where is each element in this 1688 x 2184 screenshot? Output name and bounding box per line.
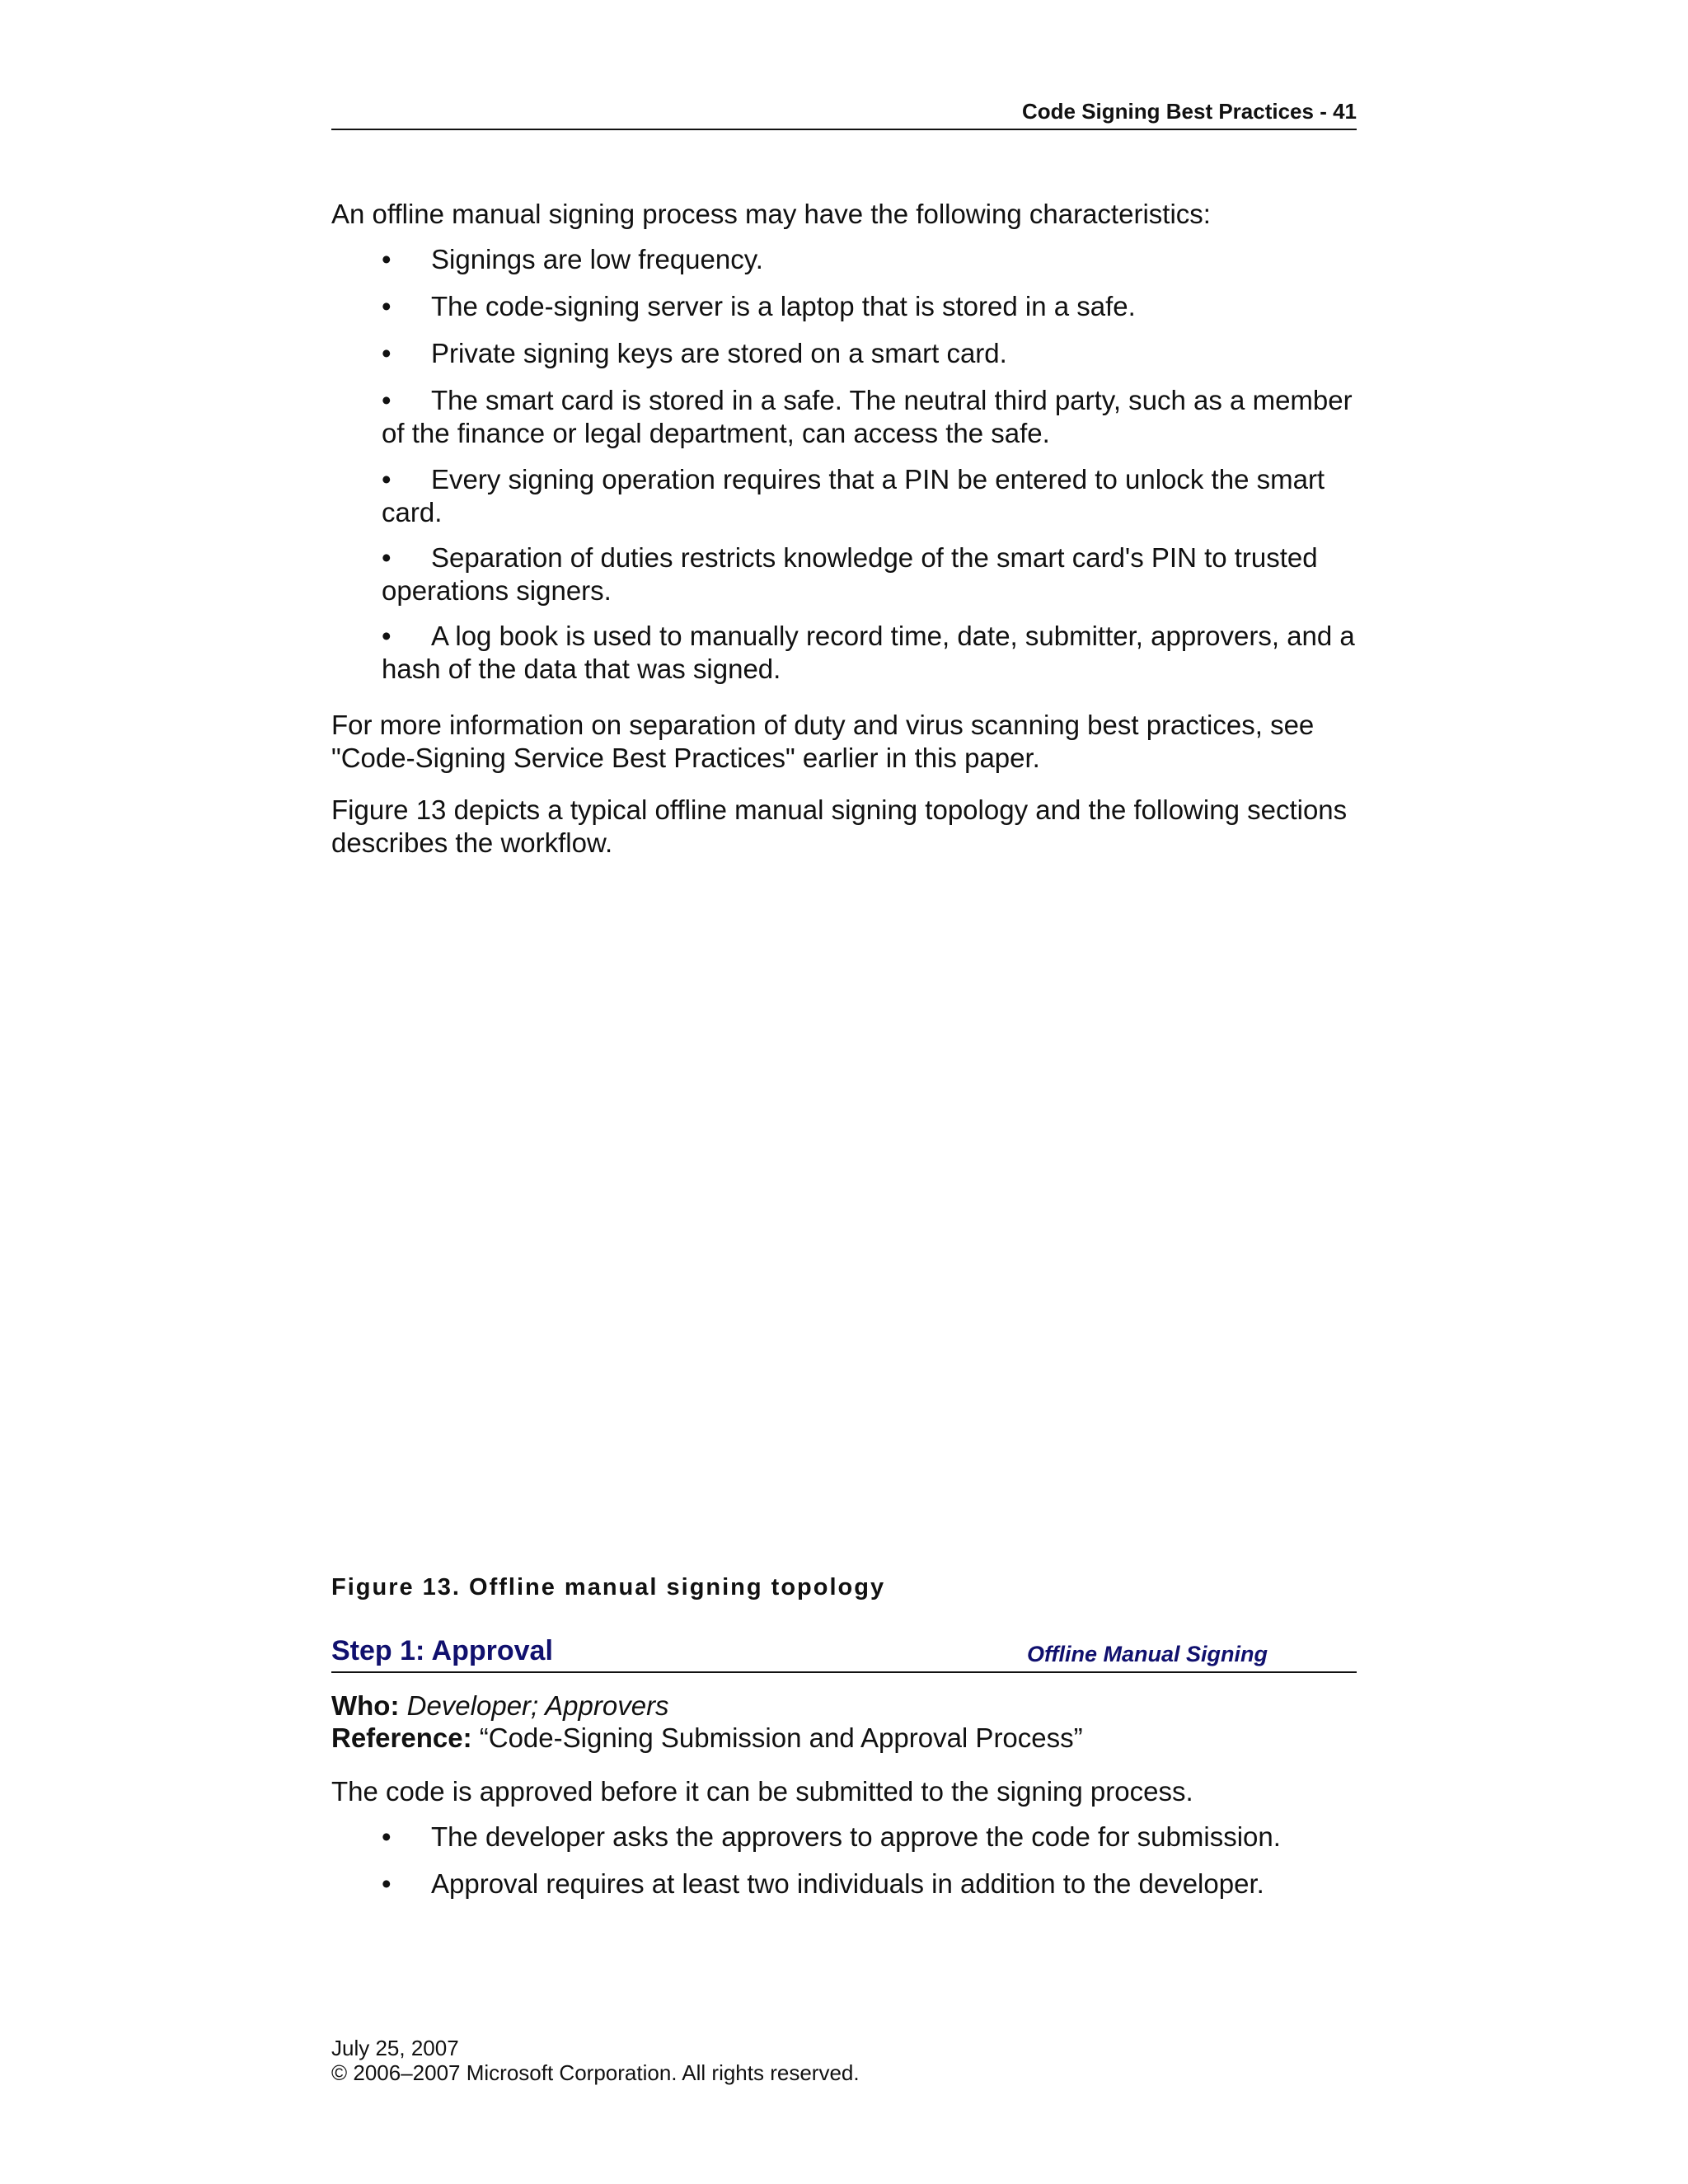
reference-value: “Code-Signing Submission and Approval Process” bbox=[479, 1722, 1083, 1753]
reference-line bbox=[331, 1722, 1357, 1755]
list-item bbox=[382, 463, 1357, 529]
list-item bbox=[382, 1821, 1357, 1854]
list-item bbox=[382, 243, 1357, 276]
footer-copyright: © 2006–2007 Microsoft Corporation. All rights reserved. bbox=[331, 2060, 860, 2085]
intro-paragraph: An offline manual signing process may have the following characteristics: bbox=[331, 199, 1211, 229]
list-item-text: A log book is used to manually record time, date, submitter, approvers, and a hash of the data that was signed. bbox=[382, 621, 1355, 684]
list-item-text: The smart card is stored in a safe. The neutral third party, such as a member of the finance or legal department, can access the safe. bbox=[382, 385, 1353, 448]
list-item-text: Approval requires at least two individuals in addition to the developer. bbox=[431, 1868, 1264, 1899]
bullet-icon: • bbox=[382, 291, 392, 321]
step-heading-bar bbox=[331, 1635, 1357, 1673]
step-description: The code is approved before it can be submitted to the signing process. bbox=[331, 1776, 1193, 1807]
list-item-text: The developer asks the approvers to approve the code for submission. bbox=[431, 1821, 1281, 1852]
list-item-text: Separation of duties restricts knowledge of the smart card's PIN to trusted operations signers. bbox=[382, 542, 1318, 606]
footer-date: July 25, 2007 bbox=[331, 2036, 459, 2060]
list-item bbox=[382, 290, 1357, 323]
figure-reference-paragraph: Figure 13 depicts a typical offline manual signing topology and the following sections describes the workflow. bbox=[331, 794, 1348, 858]
header-title: Code Signing Best Practices - 41 bbox=[1021, 99, 1357, 124]
list-item bbox=[382, 620, 1357, 686]
list-item bbox=[382, 1868, 1357, 1900]
reference-label: Reference: bbox=[331, 1722, 472, 1753]
list-item-text: Signings are low frequency. bbox=[431, 244, 763, 274]
who-line bbox=[331, 1690, 1357, 1722]
page-header bbox=[331, 97, 1357, 130]
list-item-text: Every signing operation requires that a PIN be entered to unlock the smart card. bbox=[382, 464, 1325, 527]
list-item-text: The code-signing server is a laptop that is stored in a safe. bbox=[431, 291, 1136, 321]
list-item-text: Private signing keys are stored on a smart card. bbox=[431, 338, 1007, 368]
bullet-icon: • bbox=[382, 621, 392, 651]
bullet-icon: • bbox=[382, 542, 392, 573]
bullet-icon: • bbox=[382, 244, 392, 274]
step-tag: Offline Manual Signing bbox=[1027, 1642, 1268, 1666]
list-item bbox=[382, 384, 1357, 450]
bullet-icon: • bbox=[382, 1821, 392, 1852]
more-info-paragraph: For more information on separation of duty and virus scanning best practices, see "Code-Signing Service Best Practices" earlier in this paper. bbox=[331, 710, 1315, 773]
figure-caption: Figure 13. Offline manual signing topology bbox=[331, 1574, 886, 1601]
list-item bbox=[382, 541, 1357, 607]
step-title: Step 1: Approval bbox=[331, 1635, 553, 1666]
bullet-icon: • bbox=[382, 464, 392, 494]
bullet-icon: • bbox=[382, 338, 392, 368]
bullet-icon: • bbox=[382, 1868, 392, 1899]
list-item bbox=[382, 337, 1357, 370]
who-label: Who: bbox=[331, 1690, 400, 1721]
bullet-icon: • bbox=[382, 385, 392, 415]
who-value: Developer; Approvers bbox=[406, 1690, 669, 1721]
